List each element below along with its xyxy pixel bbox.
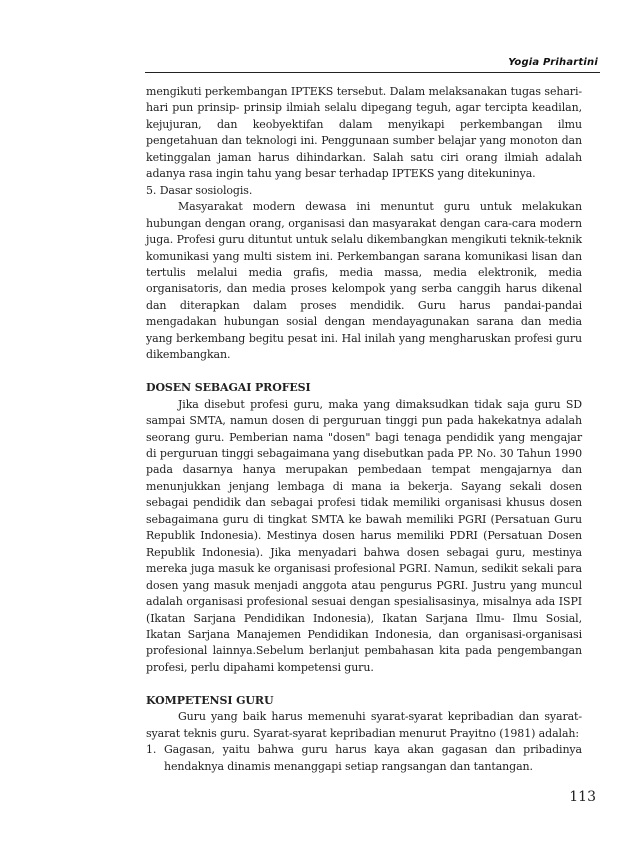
list-item-number: 1. <box>146 743 157 757</box>
page-number: 113 <box>569 789 596 805</box>
header-rule <box>145 72 600 73</box>
section-gap <box>146 676 582 693</box>
point-5-label: 5. Dasar sosiologis. <box>146 183 253 197</box>
heading-dosen-sebagai-profesi: DOSEN SEBAGAI PROFESI <box>146 381 311 395</box>
heading-kompetensi-guru: KOMPETENSI GURU <box>146 693 274 707</box>
running-head-author: Yogia Prihartini <box>508 57 598 68</box>
section-gap <box>146 364 582 381</box>
paragraph-kompetensi: Guru yang baik harus memenuhi syarat-syarat kepribadian dan syarat-syarat teknis guru. Syarat-syarat kepribadian menurut Prayitno (1981) adalah: <box>146 710 582 740</box>
paragraph-sosiologis: Masyarakat modern dewasa ini menuntut guru untuk melakukan hubungan dengan orang, organisasi dan masyarakat dengan cara-cara modern juga. Profesi guru dituntut untuk selalu dikembangkan mengikuti teknik-teknik komunikasi yang multi sistem ini. Perkembangan sarana komunikasi lisan dan tertulis melalui media grafis, media massa, media elektronik, media organisatoris, dan media proses kelompok yang serba canggih harus dikenal dan diterapkan dalam proses mendidik. Guru harus pandai-pandai mengadakan hubungan sosial dengan mendayagunakan sarana dan media yang berkembang begitu pesat ini. Hal inilah yang mengharuskan profesi guru dikembangkan. <box>146 200 582 362</box>
paragraph-continued: mengikuti perkembangan IPTEKS tersebut. Dalam melaksanakan tugas sehari-hari pun prinsip- prinsip ilmiah selalu dipegang teguh, agar tercipta keadilan, kejujuran, dan keobyektifan dalam menyikapi perkembangan ilmu pengetahuan dan teknologi ini. Penggunaan sumber belajar yang monoton dan ketinggalan jaman harus dihindarkan. Salah satu ciri orang ilmiah adalah adanya rasa ingin tahu yang besar terhadap IPTEKS yang ditekuninya. <box>146 85 582 181</box>
page-body <box>146 84 582 775</box>
list-item <box>146 742 582 775</box>
paragraph-dosen: Jika disebut profesi guru, maka yang dimaksudkan tidak saja guru SD sampai SMTA, namun dosen di perguruan tinggi pun pada hakekatnya adalah seorang guru. Pemberian nama "dosen" bagi tenaga pendidik yang mengajar di perguruan tinggi sebagaimana yang disebutkan pada PP. No. 30 Tahun 1990 pada dasarnya hanya merupakan pembedaan tempat mengajarnya dan menunjukkan jenjang lembaga di mana ia bekerja. Sayang sekali dosen sebagai pendidik dan sebagai profesi tidak memiliki organisasi khusus dosen sebagaimana guru di tingkat SMTA ke bawah memiliki PGRI (Persatuan Guru Republik Indonesia). Mestinya dosen harus memiliki PDRI (Persatuan Dosen Republik Indonesia). Jika menyadari bahwa dosen sebagai guru, mestinya mereka juga masuk ke organisasi profesional PGRI. Namun, sedikit sekali para dosen yang masuk menjadi anggota atau pengurus PGRI. Justru yang muncul adalah organisasi profesional sesuai dengan spesialisasinya, misalnya ada ISPI (Ikatan Sarjana Pendidikan Indonesia), Ikatan Sarjana Ilmu- Ilmu Sosial, Ikatan Sarjana Manajemen Pendidikan Indonesia, dan organisasi-organisasi profesional lainnya.Sebelum berlanjut pembahasan kita pada pengembangan profesi, perlu dipahami kompetensi guru. <box>146 397 582 674</box>
list-item-text: Gagasan, yaitu bahwa guru harus kaya akan gagasan dan pribadinya hendaknya dinamis menanggapi setiap rangsangan dan tantangan. <box>164 743 582 773</box>
